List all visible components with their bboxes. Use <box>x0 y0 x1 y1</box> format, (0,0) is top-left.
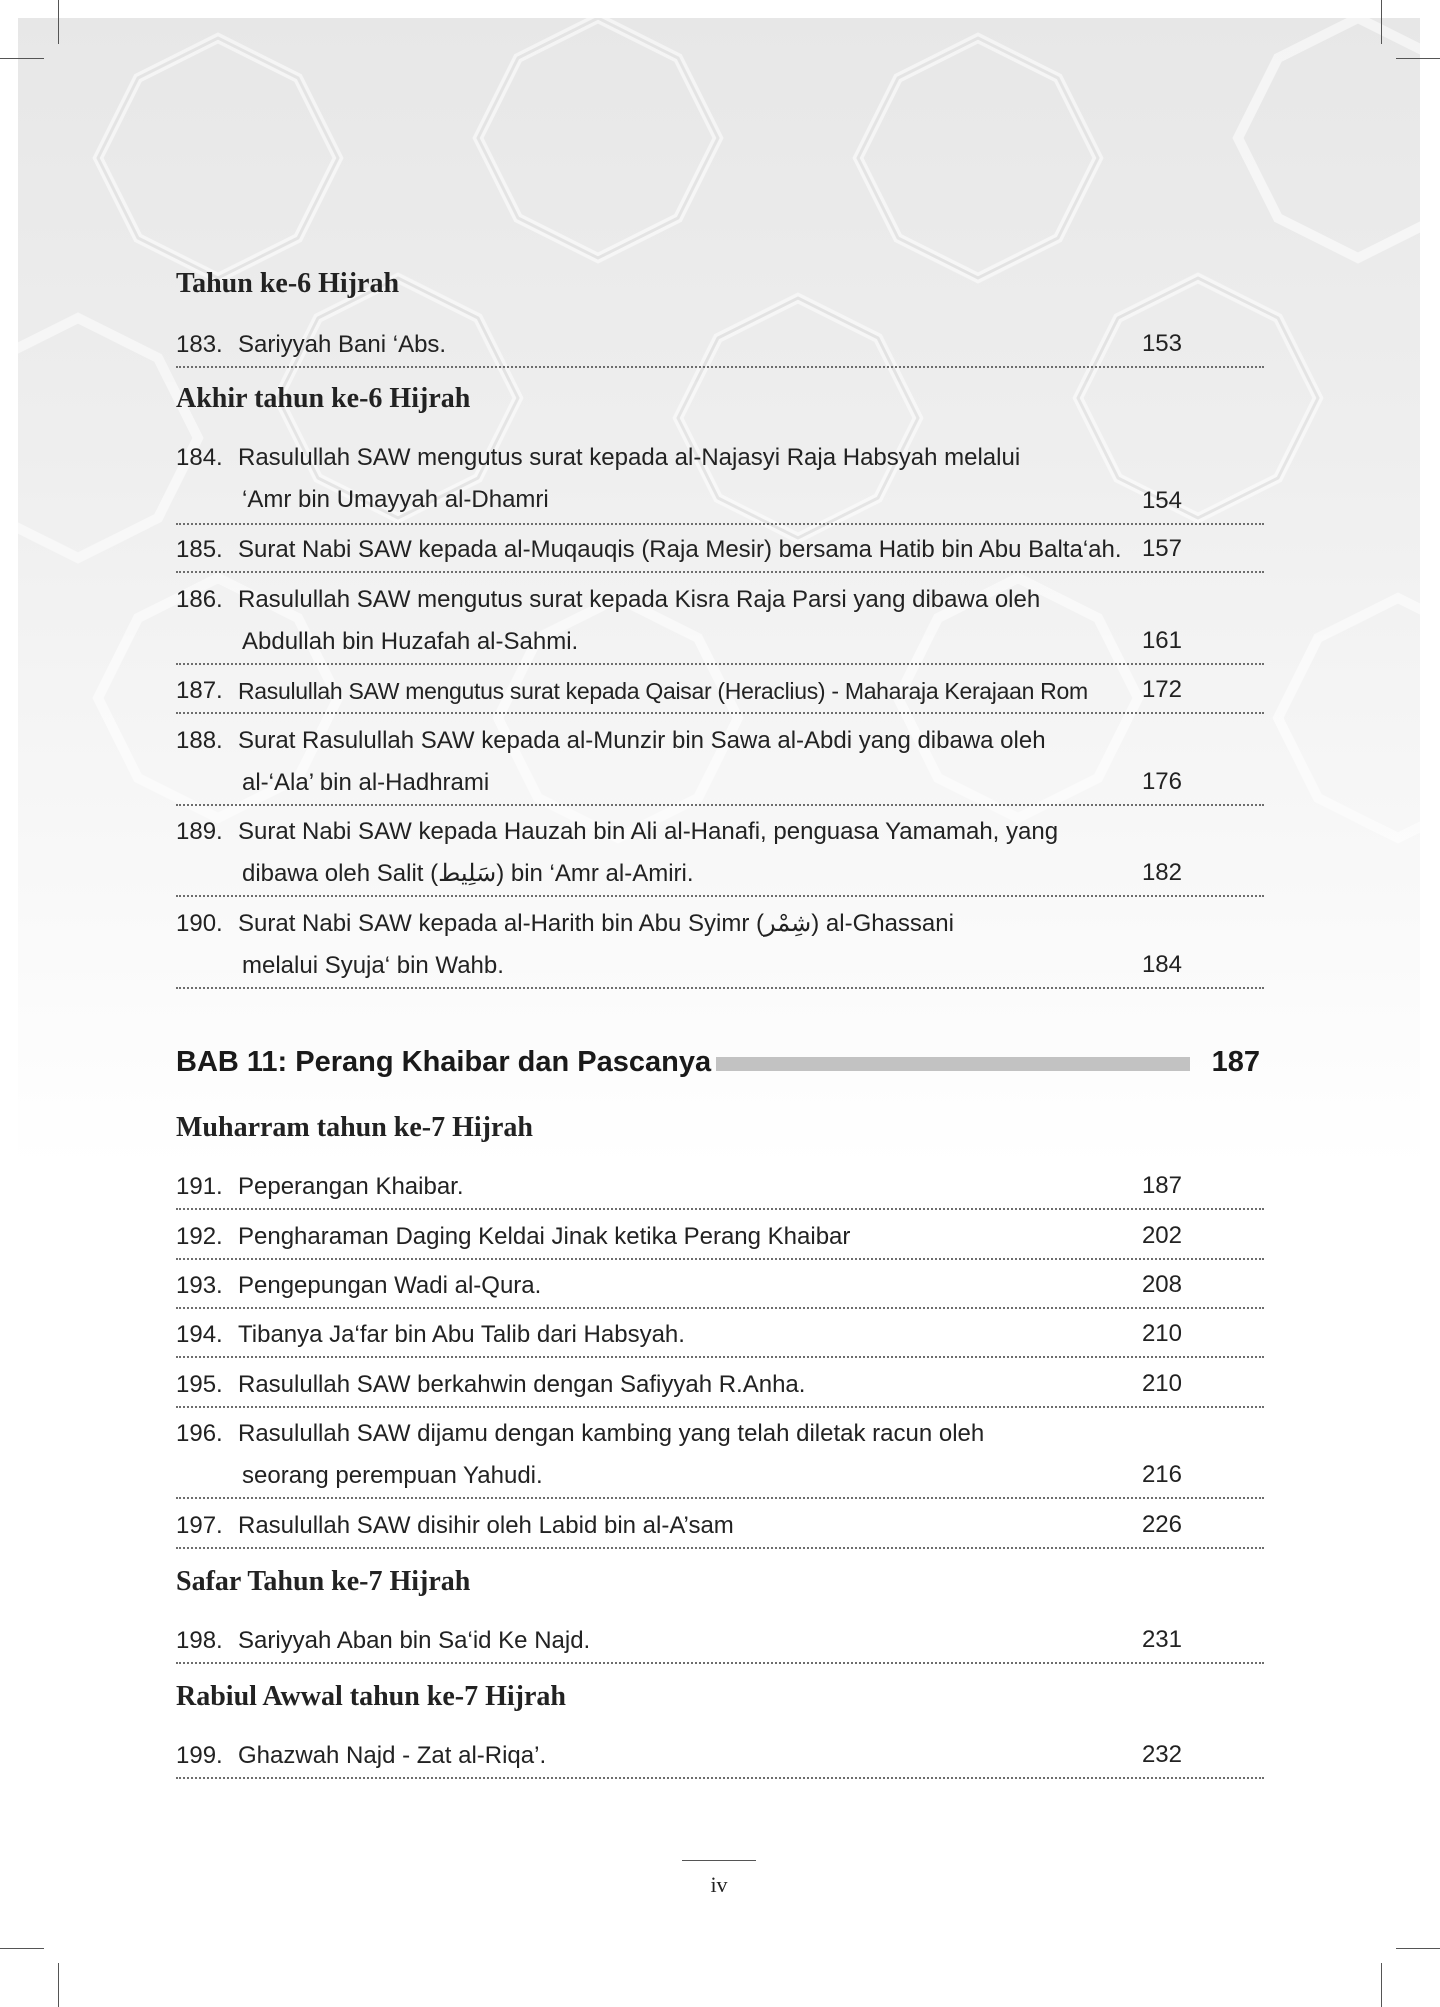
entry-title: Rasulullah SAW mengutus surat kepada al-Najasyi Raja Habsyah melalui ‘Amr bin Umayyah al-Dhamri <box>238 444 1021 513</box>
entry-page: 226 <box>1141 1511 1182 1538</box>
entry-number: 183. <box>176 331 223 358</box>
entry-number: 191. <box>176 1173 223 1200</box>
toc-entry[interactable] <box>176 1166 1264 1210</box>
entry-page: 208 <box>1141 1271 1182 1298</box>
toc-entry[interactable] <box>176 1620 1264 1664</box>
entry-number: 190. <box>176 910 223 937</box>
entry-page: 184 <box>1141 951 1182 978</box>
entry-number: 194. <box>176 1321 223 1348</box>
toc-entry[interactable] <box>176 1265 1264 1309</box>
entry-number: 199. <box>176 1742 223 1769</box>
toc-entry[interactable] <box>176 324 1264 368</box>
entry-title: Tibanya Ja‘far bin Abu Talib dari Habsyah. <box>238 1321 685 1348</box>
crop-mark <box>58 0 59 44</box>
entry-page: 153 <box>1141 330 1182 357</box>
toc-entry[interactable] <box>176 720 1264 806</box>
entry-page: 161 <box>1141 627 1182 654</box>
toc-entry[interactable] <box>176 1413 1264 1499</box>
entry-page: 187 <box>1141 1172 1182 1199</box>
section-heading: Muharram tahun ke-7 Hijrah <box>176 1112 533 1143</box>
toc-entry[interactable] <box>176 903 1264 989</box>
entry-number: 188. <box>176 727 223 754</box>
entry-title: Pengharaman Daging Keldai Jinak ketika Perang Khaibar <box>238 1223 851 1250</box>
section-heading: Rabiul Awwal tahun ke-7 Hijrah <box>176 1681 566 1712</box>
entry-title: Rasulullah SAW mengutus surat kepada Qaisar (Heraclius) - Maharaja Kerajaan Rom <box>238 678 1088 704</box>
entry-number: 198. <box>176 1627 223 1654</box>
crop-mark <box>1381 0 1382 44</box>
toc-entry[interactable] <box>176 1505 1264 1549</box>
entry-number: 189. <box>176 818 223 845</box>
entry-number: 192. <box>176 1223 223 1250</box>
entry-title: Sariyyah Aban bin Sa‘id Ke Najd. <box>238 1627 591 1654</box>
entry-page: 182 <box>1141 859 1182 886</box>
section-heading: Tahun ke-6 Hijrah <box>176 268 400 299</box>
toc-entry[interactable] <box>176 1216 1264 1260</box>
entry-number: 195. <box>176 1371 223 1398</box>
crop-mark <box>1396 1948 1440 1949</box>
entry-page: 157 <box>1141 535 1182 562</box>
entry-title: Peperangan Khaibar. <box>238 1173 464 1200</box>
entry-title: Surat Nabi SAW kepada Hauzah bin Ali al-Hanafi, penguasa Yamamah, yang dibawa oleh Salit (سَلِيط) bin ‘Amr al-Amiri. <box>238 818 1059 887</box>
chapter-heading[interactable] <box>176 1040 1260 1084</box>
entry-number: 196. <box>176 1420 223 1447</box>
crop-mark <box>58 1963 59 2007</box>
entry-title: Rasulullah SAW disihir oleh Labid bin al-A’sam <box>238 1512 734 1539</box>
toc-entry[interactable] <box>176 1735 1264 1779</box>
entry-page: 202 <box>1141 1222 1182 1249</box>
entry-page: 216 <box>1141 1461 1182 1488</box>
section-heading: Akhir tahun ke-6 Hijrah <box>176 383 471 414</box>
crop-mark <box>1381 1963 1382 2007</box>
entry-page: 176 <box>1141 768 1182 795</box>
entry-title: Sariyyah Bani ‘Abs. <box>238 331 447 358</box>
entry-page: 232 <box>1141 1741 1182 1768</box>
entry-page: 231 <box>1141 1626 1182 1653</box>
entry-title: Surat Rasulullah SAW kepada al-Munzir bin Sawa al-Abdi yang dibawa oleh al-‘Ala’ bin al-Hadhrami <box>238 727 1046 796</box>
entry-page: 210 <box>1141 1370 1182 1397</box>
toc-entry[interactable] <box>176 1314 1264 1358</box>
entry-number: 185. <box>176 536 223 563</box>
crop-mark <box>0 1948 44 1949</box>
chapter-title: BAB 11: Perang Khaibar dan Pascanya <box>176 1046 712 1078</box>
chapter-rule-bar <box>716 1057 1190 1071</box>
toc-entry[interactable] <box>176 579 1264 665</box>
entry-page: 172 <box>1141 676 1182 703</box>
entry-title: Rasulullah SAW mengutus surat kepada Kisra Raja Parsi yang dibawa oleh Abdullah bin Huzafah al-Sahmi. <box>238 586 1041 655</box>
crop-mark <box>1396 58 1440 59</box>
entry-title: Surat Nabi SAW kepada al-Muqauqis (Raja Mesir) bersama Hatib bin Abu Balta‘ah. <box>238 536 1122 563</box>
toc-entry[interactable] <box>176 529 1264 573</box>
entry-title: Rasulullah SAW berkahwin dengan Safiyyah R.Anha. <box>238 1371 806 1398</box>
toc-entry[interactable] <box>176 437 1264 525</box>
entry-page: 154 <box>1141 487 1182 514</box>
toc-entry[interactable] <box>176 1364 1264 1408</box>
section-heading: Safar Tahun ke-7 Hijrah <box>176 1566 471 1597</box>
toc-entry[interactable] <box>176 811 1264 897</box>
entry-title: Rasulullah SAW dijamu dengan kambing yang telah diletak racun oleh seorang perempuan Yahudi. <box>238 1420 985 1489</box>
entry-number: 193. <box>176 1272 223 1299</box>
entry-number: 187. <box>176 677 223 704</box>
entry-title: Pengepungan Wadi al-Qura. <box>238 1272 542 1299</box>
entry-number: 197. <box>176 1512 223 1539</box>
entry-number: 186. <box>176 586 223 613</box>
entry-page: 210 <box>1141 1320 1182 1347</box>
crop-mark <box>0 58 44 59</box>
page-number: iv <box>710 1872 728 1897</box>
toc-entry[interactable] <box>176 670 1264 714</box>
chapter-page: 187 <box>1211 1046 1260 1078</box>
entry-title: Surat Nabi SAW kepada al-Harith bin Abu Syimr (شِمْر) al-Ghassani melalui Syuja‘ bin Wahb. <box>238 910 954 979</box>
footer-rule <box>682 1860 756 1861</box>
entry-number: 184. <box>176 444 223 471</box>
entry-title: Ghazwah Najd - Zat al-Riqa’. <box>238 1742 547 1769</box>
